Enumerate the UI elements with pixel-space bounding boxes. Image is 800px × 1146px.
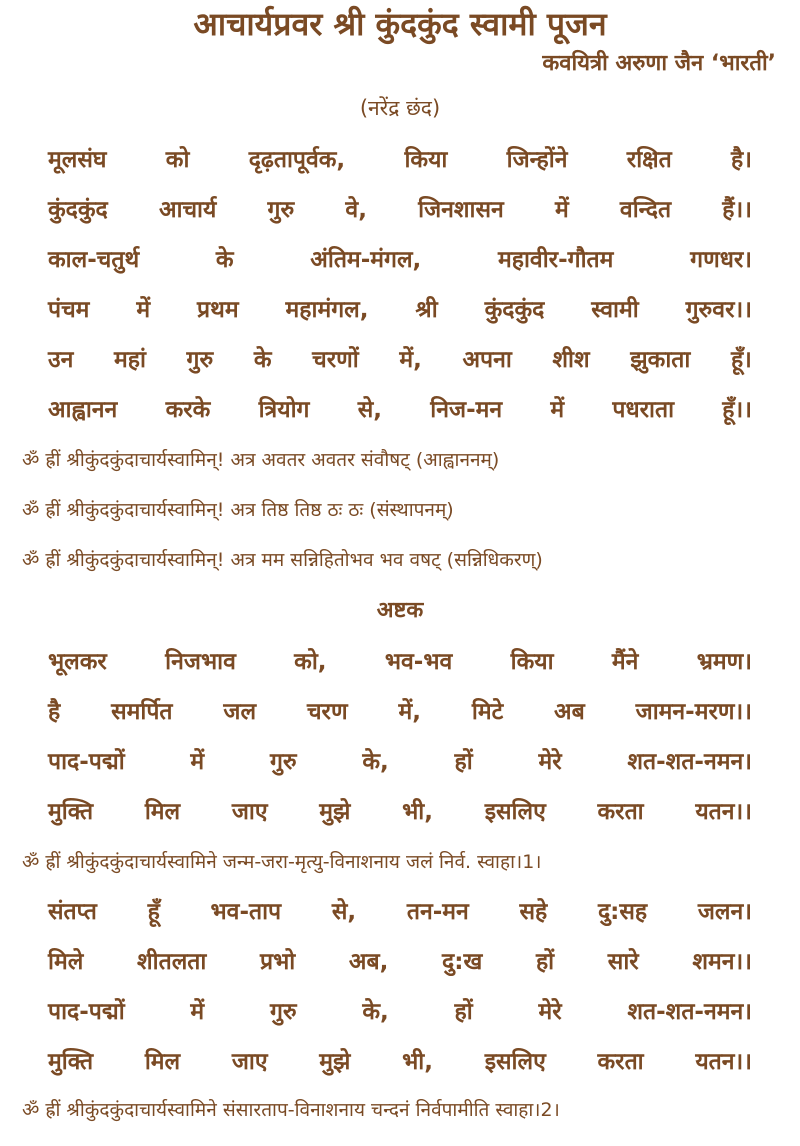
word: निजभाव bbox=[165, 649, 236, 675]
word: मेरे bbox=[538, 999, 562, 1025]
word: जाए bbox=[231, 799, 268, 825]
word: करके bbox=[165, 397, 211, 423]
word: हूँ bbox=[147, 899, 160, 925]
word: उन bbox=[48, 347, 74, 373]
word: जाए bbox=[231, 1049, 268, 1075]
verse-line bbox=[48, 944, 752, 980]
word: प्रभो bbox=[260, 949, 296, 975]
word: दु:सह bbox=[597, 899, 648, 925]
word: में bbox=[554, 197, 569, 223]
word: पधराता bbox=[612, 397, 675, 423]
word: से, bbox=[331, 899, 357, 925]
word: यतन।। bbox=[695, 1049, 752, 1075]
word: महां bbox=[113, 347, 146, 373]
word: प्रथम bbox=[197, 297, 239, 323]
word: भव-ताप bbox=[210, 899, 282, 925]
word: झुकाता bbox=[630, 347, 691, 373]
mantra-line: ॐ ह्रीं श्रीकुंदकुंदाचार्यस्वामिन्! अत्र तिष्ठ तिष्ठ ठः ठः (संस्थापनम्) bbox=[22, 499, 454, 521]
verse-line bbox=[48, 744, 752, 780]
verse-line bbox=[48, 192, 752, 228]
word: अपना bbox=[462, 347, 512, 373]
mantra-line: ॐ ह्रीं श्रीकुंदकुंदाचार्यस्वामिन्! अत्र अवतर अवतर संवौषट् (आह्वाननम्) bbox=[22, 449, 500, 471]
word: अंतिम-मंगल, bbox=[310, 247, 422, 273]
word: मुक्ति bbox=[48, 799, 94, 825]
word: जलन। bbox=[697, 899, 752, 925]
word: जिनशासन bbox=[418, 197, 504, 223]
mantra-line: ॐ ह्रीं श्रीकुंदकुंदाचार्यस्वामिने संसारताप-विनाशनाय चन्दनं निर्वपामीति स्वाहा।2। bbox=[22, 1099, 560, 1121]
word: है। bbox=[731, 147, 752, 173]
word: हों bbox=[454, 999, 473, 1025]
word: अब bbox=[554, 699, 585, 725]
verse-line bbox=[48, 994, 752, 1030]
word: के bbox=[253, 347, 272, 373]
word: सारे bbox=[607, 949, 639, 975]
author-line: कवयित्री अरुणा जैन ‘भारती’ bbox=[542, 51, 776, 76]
word: मिले bbox=[48, 949, 84, 975]
mantra-line: ॐ ह्रीं श्रीकुंदकुंदाचार्यस्वामिने जन्म-जरा-मृत्यु-विनाशनाय जलं निर्व. स्वाहा।1। bbox=[22, 851, 542, 873]
word: हूँ। bbox=[730, 347, 752, 373]
word: जामन-मरण।। bbox=[635, 699, 752, 725]
word: इसलिए bbox=[484, 799, 546, 825]
word: जल bbox=[223, 699, 257, 725]
word: मैंने bbox=[611, 649, 639, 675]
word: कुंदकुंद bbox=[484, 297, 545, 323]
word: निज-मन bbox=[430, 397, 503, 423]
verse-line bbox=[48, 242, 752, 278]
word: भव-भव bbox=[384, 649, 453, 675]
word: मिल bbox=[144, 1049, 181, 1075]
word: चरणों bbox=[312, 347, 359, 373]
word: में bbox=[190, 749, 205, 775]
verse-line bbox=[48, 794, 752, 830]
word: वन्दित bbox=[619, 197, 672, 223]
word: से, bbox=[357, 397, 383, 423]
word: शीतलता bbox=[136, 949, 207, 975]
word: करता bbox=[597, 799, 644, 825]
word: मेरे bbox=[538, 749, 562, 775]
section-heading: अष्टक bbox=[376, 598, 424, 623]
verse-line bbox=[48, 142, 752, 178]
word: को, bbox=[294, 649, 327, 675]
word: हों bbox=[454, 749, 473, 775]
page-title: आचार्यप्रवर श्री कुंदकुंद स्वामी पूजन bbox=[193, 5, 607, 43]
word: गुरु bbox=[269, 749, 297, 775]
word: करता bbox=[597, 1049, 644, 1075]
word: आचार्य bbox=[158, 197, 217, 223]
word: कुंदकुंद bbox=[48, 197, 108, 223]
word: संतप्त bbox=[48, 899, 97, 925]
word: गुरुवर।। bbox=[685, 297, 752, 323]
word: वे, bbox=[345, 197, 367, 223]
word: पंचम bbox=[48, 297, 90, 323]
word: किया bbox=[510, 649, 554, 675]
word: में, bbox=[399, 347, 422, 373]
word: काल-चतुर्थ bbox=[48, 247, 140, 273]
word: मिटे bbox=[471, 699, 504, 725]
word: मूलसंघ bbox=[48, 147, 107, 173]
word: गुरु bbox=[186, 347, 214, 373]
verse-line bbox=[48, 342, 752, 378]
word: रक्षित bbox=[626, 147, 672, 173]
word: में, bbox=[398, 699, 421, 725]
word: श्री bbox=[415, 297, 438, 323]
word: आह्वानन bbox=[48, 397, 118, 423]
word: हैं।। bbox=[722, 197, 752, 223]
word: दृढ़तापूर्वक, bbox=[248, 147, 346, 173]
word: महावीर-गौतम bbox=[498, 247, 614, 273]
word: अब, bbox=[348, 949, 389, 975]
word: महामंगल, bbox=[285, 297, 369, 323]
word: है bbox=[48, 699, 61, 725]
word: इसलिए bbox=[484, 1049, 546, 1075]
word: गुरु bbox=[269, 999, 297, 1025]
word: दु:ख bbox=[442, 949, 483, 975]
verse-line bbox=[48, 292, 752, 328]
word: गणधर। bbox=[690, 247, 752, 273]
word: चरण bbox=[306, 699, 348, 725]
word: जिन्होंने bbox=[506, 147, 568, 173]
word: मुक्ति bbox=[48, 1049, 94, 1075]
word: को bbox=[165, 147, 190, 173]
word: मुझे bbox=[319, 799, 351, 825]
word: तन-मन bbox=[406, 899, 469, 925]
word: समर्पित bbox=[111, 699, 173, 725]
word: पाद-पद्मों bbox=[48, 749, 125, 775]
verse-line bbox=[48, 644, 752, 680]
verse-line bbox=[48, 392, 752, 428]
word: शत-शत-नमन। bbox=[627, 749, 752, 775]
word: भ्रमण। bbox=[696, 649, 752, 675]
word: के bbox=[215, 247, 234, 273]
word: भी, bbox=[402, 799, 433, 825]
word: त्रियोग bbox=[258, 397, 310, 423]
word: शमन।। bbox=[692, 949, 752, 975]
word: सहे bbox=[519, 899, 548, 925]
word: भी, bbox=[402, 1049, 433, 1075]
verse-line bbox=[48, 694, 752, 730]
mantra-line: ॐ ह्रीं श्रीकुंदकुंदाचार्यस्वामिन्! अत्र मम सन्निहितोभव भव वषट् (सन्निधिकरण्) bbox=[22, 549, 543, 571]
word: में bbox=[190, 999, 205, 1025]
verse-line bbox=[48, 1044, 752, 1080]
word: में bbox=[550, 397, 565, 423]
verse-line bbox=[48, 894, 752, 930]
word: के, bbox=[362, 999, 389, 1025]
word: किया bbox=[404, 147, 448, 173]
word: हूँ।। bbox=[722, 397, 752, 423]
meter-label: (नरेंद्र छंद) bbox=[359, 96, 441, 120]
word: में bbox=[136, 297, 151, 323]
word: पाद-पद्मों bbox=[48, 999, 125, 1025]
word: के, bbox=[362, 749, 389, 775]
word: स्वामी bbox=[591, 297, 639, 323]
word: मिल bbox=[144, 799, 181, 825]
word: यतन।। bbox=[695, 799, 752, 825]
word: शीश bbox=[552, 347, 590, 373]
word: हों bbox=[535, 949, 555, 975]
word: शत-शत-नमन। bbox=[627, 999, 752, 1025]
word: मुझे bbox=[319, 1049, 351, 1075]
word: गुरु bbox=[267, 197, 295, 223]
word: भूलकर bbox=[48, 649, 107, 675]
